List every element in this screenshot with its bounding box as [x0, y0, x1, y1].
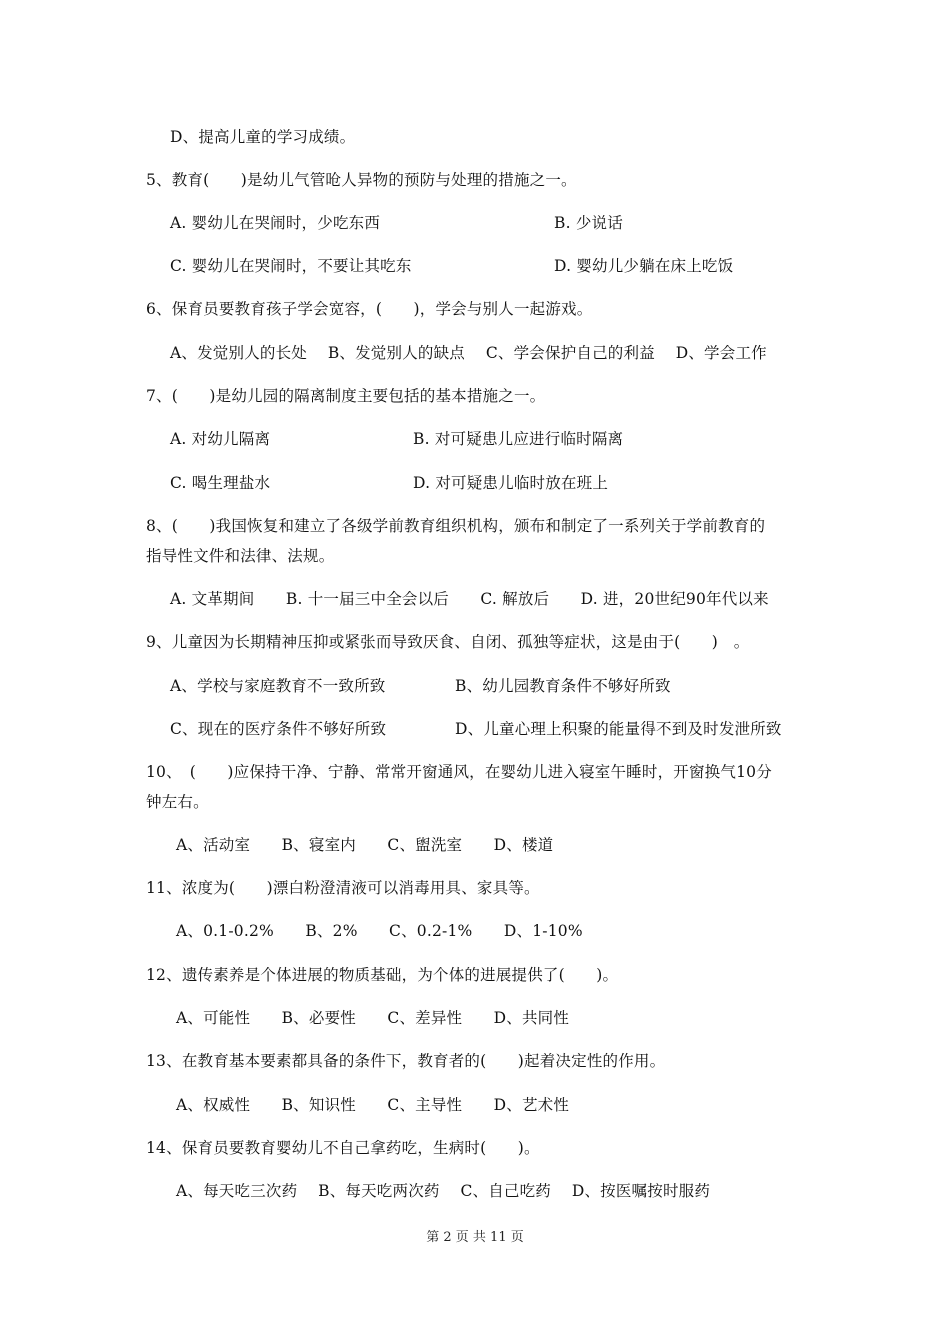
q7-option-d: D. 对可疑患儿临时放在班上	[413, 474, 609, 492]
q10-stem-line2: 钟左右。	[146, 793, 209, 811]
q11-stem: 11、浓度为( )漂白粉澄清液可以消毒用具、家具等。	[146, 879, 540, 897]
q5-option-d: D. 婴幼儿少躺在床上吃饭	[554, 257, 734, 275]
q8-options: A. 文革期间 B. 十一届三中全会以后 C. 解放后 D. 进，20世纪90年代以来	[170, 590, 769, 608]
q8-stem-line2: 指导性文件和法律、法规。	[146, 547, 335, 565]
q7-option-c: C. 喝生理盐水	[170, 474, 271, 492]
q14-options: A、每天吃三次药 B、每天吃两次药 C、自己吃药 D、按医嘱按时服药	[176, 1182, 711, 1200]
q12-options: A、可能性 B、必要性 C、差异性 D、共同性	[176, 1009, 570, 1027]
q9-option-d: D、儿童心理上积聚的能量得不到及时发泄所致	[455, 720, 782, 738]
q9-option-a: A、学校与家庭教育不一致所致	[170, 677, 386, 695]
page-footer: 第 2 页 共 11 页	[426, 1230, 524, 1245]
q5-option-c: C. 婴幼儿在哭闹时，不要让其吃东	[170, 257, 412, 275]
q13-stem: 13、在教育基本要素都具备的条件下，教育者的( )起着决定性的作用。	[146, 1052, 666, 1070]
q14-stem: 14、保育员要教育婴幼儿不自己拿药吃，生病时( )。	[146, 1139, 540, 1157]
q9-option-b: B、幼儿园教育条件不够好所致	[455, 677, 671, 695]
q12-stem: 12、遗传素养是个体进展的物质基础，为个体的进展提供了( )。	[146, 966, 619, 984]
q6-stem: 6、保育员要教育孩子学会宽容，( )，学会与别人一起游戏。	[146, 300, 593, 318]
q9-option-c: C、现在的医疗条件不够好所致	[170, 720, 387, 738]
q5-stem: 5、教育( )是幼儿气管呛人异物的预防与处理的措施之一。	[146, 171, 577, 189]
q4-option-d: D、提高儿童的学习成绩。	[170, 128, 356, 146]
q7-option-a: A. 对幼儿隔离	[170, 430, 271, 448]
q5-option-a: A. 婴幼儿在哭闹时，少吃东西	[170, 214, 381, 232]
q6-options: A、发觉别人的长处 B、发觉别人的缺点 C、学会保护自己的利益 D、学会工作	[170, 344, 767, 362]
q9-stem: 9、儿童因为长期精神压抑或紧张而导致厌食、自闭、孤独等症状，这是由于( ) 。	[146, 633, 750, 651]
q10-options: A、活动室 B、寝室内 C、盥洗室 D、楼道	[176, 836, 554, 854]
q13-options: A、权威性 B、知识性 C、主导性 D、艺术性	[176, 1096, 570, 1114]
q7-stem: 7、( )是幼儿园的隔离制度主要包括的基本措施之一。	[146, 387, 546, 405]
q10-stem-line1: 10、 ( )应保持干净、宁静、常常开窗通风，在婴幼儿进入寝室午睡时，开窗换气10分	[146, 763, 772, 781]
q8-stem-line1: 8、( )我国恢复和建立了各级学前教育组织机构，颁布和制定了一系列关于学前教育的	[146, 517, 766, 535]
q11-options: A、0.1-0.2% B、2% C、0.2-1% D、1-10%	[176, 922, 583, 940]
q5-option-b: B. 少说话	[554, 214, 623, 232]
q7-option-b: B. 对可疑患儿应进行临时隔离	[413, 430, 624, 448]
